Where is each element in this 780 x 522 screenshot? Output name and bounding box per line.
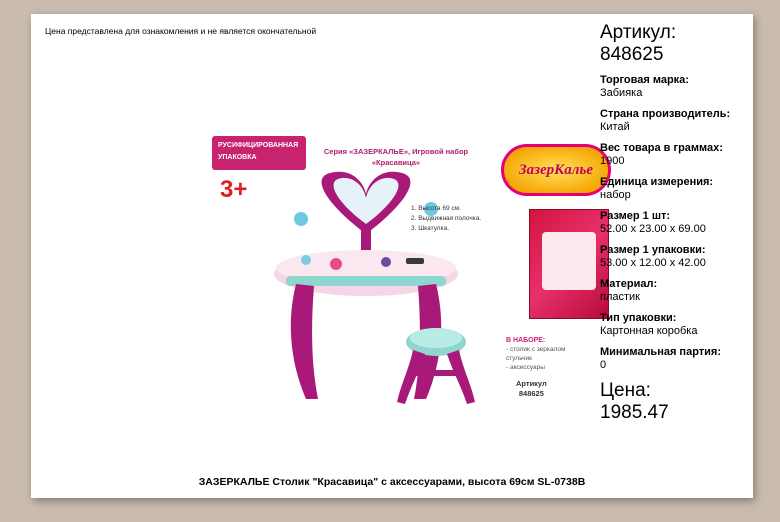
artikul-value: 848625 bbox=[600, 44, 664, 65]
age-label: 3+ bbox=[220, 176, 248, 203]
features-list bbox=[411, 204, 481, 234]
price-disclaimer: Цена представлена для ознакомления и не является окончательной bbox=[45, 26, 317, 36]
feature-item: 2. Выдвижная полочка. bbox=[411, 215, 482, 222]
image-artikul-label: Артикул bbox=[516, 379, 547, 388]
box-window bbox=[542, 232, 596, 290]
field-value: Картонная коробка bbox=[600, 325, 698, 337]
image-artikul-value: 848625 bbox=[518, 389, 544, 398]
field-label: Размер 1 упаковки: bbox=[600, 244, 706, 256]
artikul-label: Артикул: bbox=[600, 22, 677, 43]
field-value: Забияка bbox=[600, 87, 643, 99]
price-value: 1985.47 bbox=[600, 402, 669, 423]
product-caption: ЗАЗЕРКАЛЬЕ Столик "Красавица" с аксессуарами, высота 69см SL-0738B bbox=[198, 476, 586, 488]
price-label: Цена: bbox=[600, 380, 651, 401]
stool-illustration bbox=[391, 324, 481, 409]
field-label: Вес товара в граммах: bbox=[600, 142, 723, 154]
field-label: Материал: bbox=[600, 278, 658, 290]
image-artikul bbox=[516, 379, 547, 399]
field-label: Размер 1 шт: bbox=[600, 210, 671, 222]
in-set-item: стульчик bbox=[506, 355, 533, 362]
field-label: Торговая марка: bbox=[600, 74, 689, 86]
field-label: Страна производитель: bbox=[600, 108, 731, 120]
field-value: 0 bbox=[600, 359, 607, 371]
pack-label: РУСИФИЦИРОВАННАЯ УПАКОВКА bbox=[212, 136, 306, 170]
product-image bbox=[206, 124, 594, 414]
field-value: пластик bbox=[600, 291, 640, 303]
in-set-item: - аксессуары bbox=[506, 364, 545, 371]
field-value: 52.00 x 23.00 x 69.00 bbox=[600, 223, 706, 235]
in-set-block bbox=[506, 336, 565, 372]
feature-item: 1. Высота 69 см. bbox=[411, 205, 461, 212]
field-value: 53.00 x 12.00 x 42.00 bbox=[600, 257, 706, 269]
field-label: Минимальная партия: bbox=[600, 346, 721, 358]
in-set-title: В НАБОРЕ: bbox=[506, 337, 546, 344]
in-set-item: - столик с зеркалом bbox=[506, 346, 566, 353]
field-value: набор bbox=[600, 189, 631, 201]
box-image bbox=[529, 209, 609, 319]
field-label: Единица измерения: bbox=[600, 176, 714, 188]
field-label: Тип упаковки: bbox=[600, 312, 677, 324]
product-sheet bbox=[31, 14, 753, 498]
series-title: Серия «ЗАЗЕРКАЛЬЕ», Игровой набор «Красавица» bbox=[323, 147, 469, 167]
field-value: Китай bbox=[600, 121, 630, 133]
field-value: 1900 bbox=[600, 155, 625, 167]
brand-logo: ЗазерКалье bbox=[501, 144, 611, 196]
product-info bbox=[600, 22, 750, 424]
feature-item: 3. Шкатулка. bbox=[411, 225, 450, 232]
